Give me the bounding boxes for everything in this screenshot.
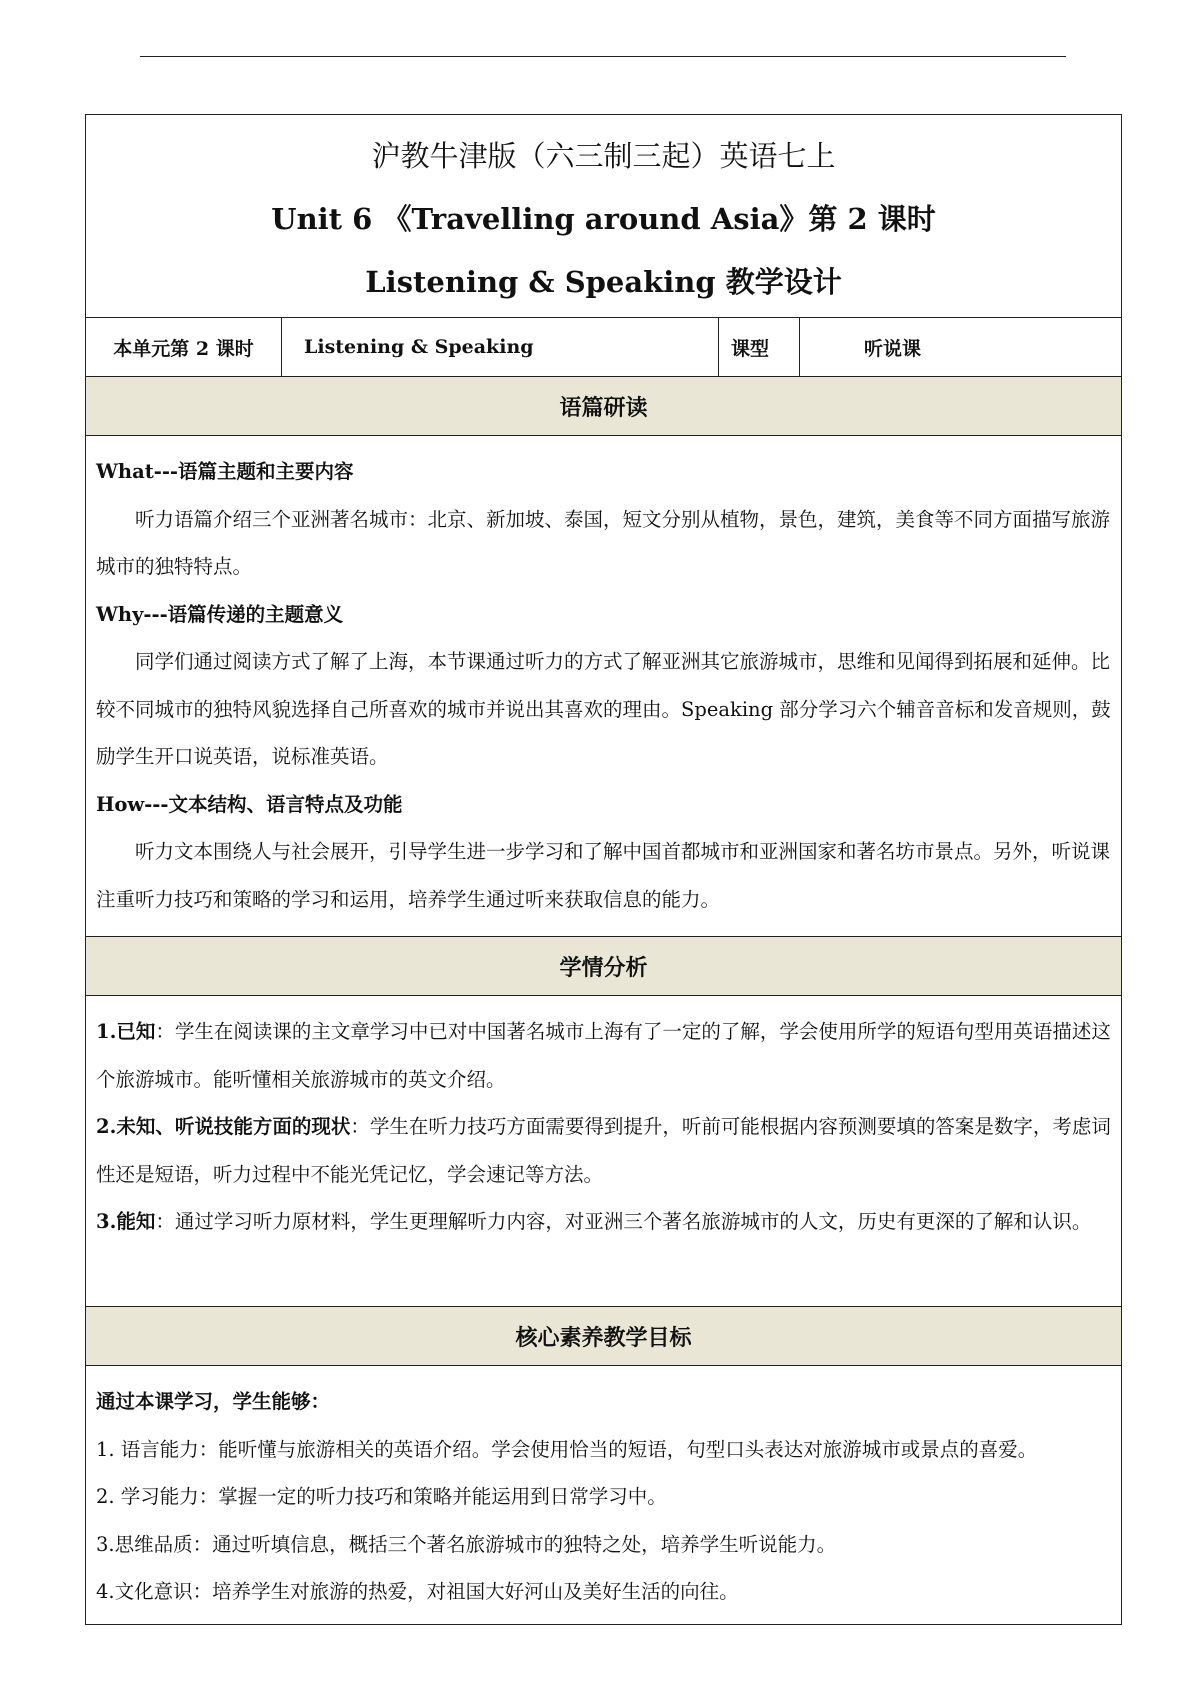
learner-item-label: 2.未知、听说技能方面的现状: [96, 1115, 351, 1138]
learner-item-text: ：学生在阅读课的主文章学习中已对中国著名城市上海有了一定的了解，学会使用所学的短语句型用英语描述这个旅游城市。能听懂相关旅游城市的英文介绍。: [96, 1020, 1111, 1091]
lesson-value: Listening & Speaking: [282, 318, 719, 377]
discourse-content: [86, 436, 1122, 937]
type-value: 听说课: [800, 318, 1122, 377]
objective-item: 1. 语言能力：能听懂与旅游相关的英语介绍。学会使用恰当的短语，句型口头表达对旅游城市或景点的喜爱。: [96, 1437, 1038, 1461]
what-heading: What---语篇主题和主要内容: [96, 460, 354, 483]
learner-item: [96, 1198, 1111, 1246]
learner-item-text: ：学生在听力技巧方面需要得到提升，听前可能根据内容预测要填的答案是数字，考虑词性还是短语，听力过程中不能光凭记忆，学会速记等方法。: [96, 1115, 1111, 1186]
objectives-content: [86, 1366, 1122, 1625]
why-heading: Why---语篇传递的主题意义: [96, 602, 344, 626]
title-cell: [86, 115, 1122, 318]
objective-item: 3.思维品质：通过听填信息，概括三个著名旅游城市的独特之处，培养学生听说能力。: [96, 1532, 837, 1556]
learner-item-label: 3.能知: [96, 1210, 156, 1233]
learner-item: [96, 1103, 1111, 1198]
type-label: 课型: [719, 318, 800, 377]
section-heading-discourse: 语篇研读: [86, 377, 1122, 436]
header-rule: [140, 56, 1066, 57]
objective-item: 2. 学习能力：掌握一定的听力技巧和策略并能运用到日常学习中。: [96, 1485, 667, 1508]
section-heading-objectives: 核心素养教学目标: [86, 1307, 1122, 1366]
title-line-3: Listening & Speaking 教学设计: [365, 265, 842, 299]
objectives-intro: 通过本课学习，学生能够：: [96, 1390, 331, 1413]
lesson-label: 本单元第 2 课时: [86, 318, 282, 377]
how-heading: How---文本结构、语言特点及功能: [96, 792, 403, 816]
learner-item-text: ：通过学习听力原材料，学生更理解听力内容，对亚洲三个著名旅游城市的人文，历史有更深的了解和认识。: [155, 1210, 1092, 1233]
section-heading-learner-analysis: 学情分析: [86, 937, 1122, 996]
learner-item-label: 1.已知: [96, 1020, 156, 1043]
learner-item: [96, 1008, 1111, 1103]
title-line-2: Unit 6 《Travelling around Asia》第 2 课时: [271, 202, 936, 236]
what-text: 听力语篇介绍三个亚洲著名城市：北京、新加坡、泰国，短文分别从植物，景色，建筑，美食等不同方面描写旅游城市的独特特点。: [96, 507, 1111, 578]
objective-item: 4.文化意识：培养学生对旅游的热爱，对祖国大好河山及美好生活的向往。: [96, 1580, 739, 1603]
learner-analysis-content: [86, 996, 1122, 1307]
how-text: 听力文本围绕人与社会展开，引导学生进一步学习和了解中国首都城市和亚洲国家和著名坊市景点。另外，听说课注重听力技巧和策略的学习和运用，培养学生通过听来获取信息的能力。: [96, 840, 1111, 911]
lesson-plan-table: [85, 114, 1122, 1625]
why-text: 同学们通过阅读方式了解了上海，本节课通过听力的方式了解亚洲其它旅游城市，思维和见闻得到拓展和延伸。比较不同城市的独特风貌选择自己所喜欢的城市并说出其喜欢的理由。Speaking 部分学习六个辅音音标和发音规则，鼓励学生开口说英语，说标准英语。: [96, 650, 1111, 768]
title-line-1: 沪教牛津版（六三制三起）英语七上: [371, 139, 836, 173]
